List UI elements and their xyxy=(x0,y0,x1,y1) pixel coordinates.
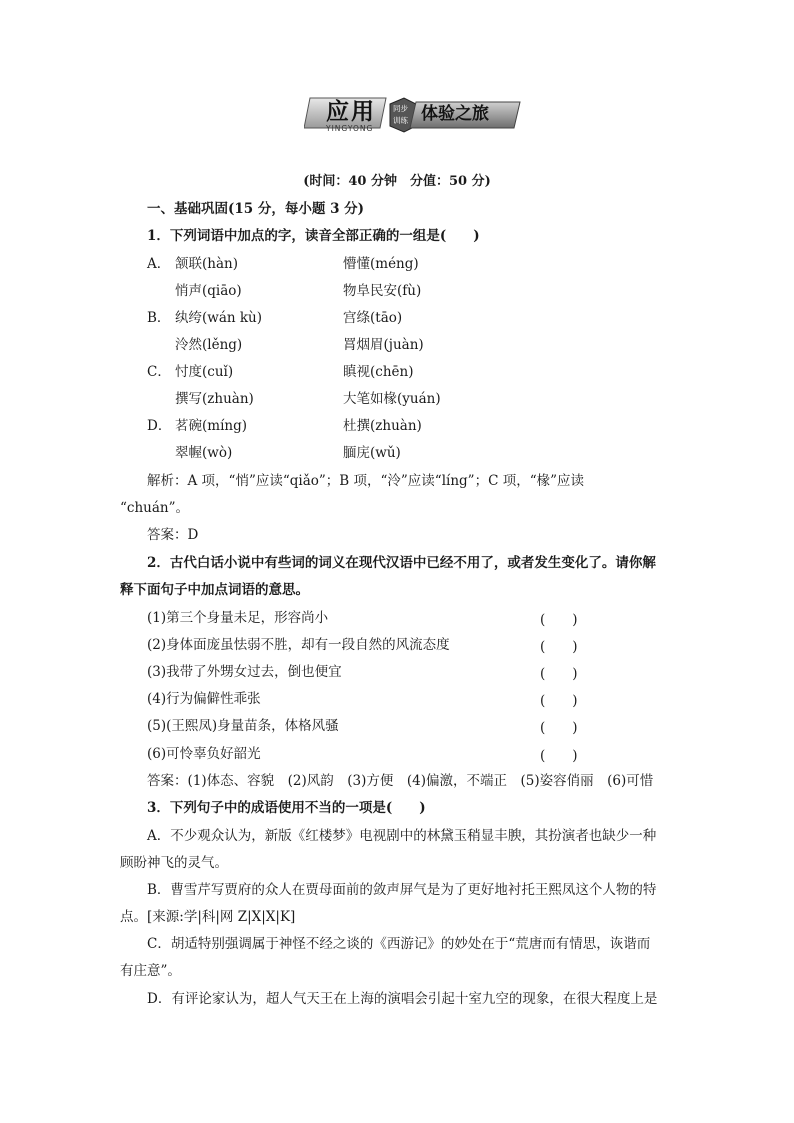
option-c-word-1: 忖度(cuǐ) xyxy=(175,364,234,380)
option-letter-c: C． xyxy=(147,364,171,380)
option-a-word-3: 悄声(qiāo) xyxy=(175,283,242,299)
option-d-word-1: 茗碗(míng) xyxy=(175,418,247,434)
q2-blank-2: ( ) xyxy=(540,639,578,655)
q2-item-6: (6)可怜辜负好韶光 xyxy=(147,746,261,762)
q2-item-1: (1)第三个身量未足，形容尚小 xyxy=(147,610,329,626)
q2-blank-4: ( ) xyxy=(540,693,578,709)
q3-option-b-line-2: 点。[来源:学|科|网 Z|X|X|K] xyxy=(120,909,296,925)
section-title: 一、基础巩固(15 分，每小题 3 分) xyxy=(147,201,365,217)
question-1-stem: 1．下列词语中加点的字，读音全部正确的一组是( ) xyxy=(147,228,480,244)
analysis-line-2: “chuán”。 xyxy=(120,500,189,516)
q3-option-c-line-1: C．胡适特别强调属于神怪不经之谈的《西游记》的妙处在于“荒唐而有情思，诙谐而 xyxy=(147,936,651,952)
question-2-stem-line-2: 释下面句子中加点词语的意思。 xyxy=(120,582,309,598)
q3-option-d-line-1: D．有评论家认为，超人气天王在上海的演唱会引起十室九空的现象，在很大程度上是 xyxy=(147,991,658,1007)
option-letter-b: B． xyxy=(147,310,171,326)
option-c-word-3: 撰写(zhuàn) xyxy=(175,391,254,407)
answer-1: 答案：D xyxy=(147,527,199,543)
q3-option-c-line-2: 有庄意”。 xyxy=(120,963,181,979)
q2-item-3: (3)我带了外甥女过去，倒也便宜 xyxy=(147,664,342,680)
answer-2: 答案：(1)体态、容貌 (2)风韵 (3)方便 (4)偏激，不端正 (5)姿容俏丽 (6)可惜 xyxy=(147,773,654,789)
option-c-word-2: 瞋视(chēn) xyxy=(343,364,414,380)
q3-option-a-line-1: A．不少观众认为，新版《红楼梦》电视剧中的林黛玉稍显丰腴，其扮演者也缺少一种 xyxy=(147,828,657,844)
option-b-word-1: 纨绔(wán kù) xyxy=(175,310,262,326)
banner-side-bottom: 训练 xyxy=(393,116,408,125)
analysis-line-1: 解析：A 项，“悄”应读“qiǎo”；B 项，“泠”应读“líng”；C 项，“椽”应读 xyxy=(147,473,584,489)
q2-blank-1: ( ) xyxy=(540,612,578,628)
q2-blank-5: ( ) xyxy=(540,720,578,736)
question-3-stem: 3．下列句子中的成语使用不当的一项是( ) xyxy=(147,800,426,816)
time-score-line: (时间：40 分钟 分值：50 分) xyxy=(303,174,491,189)
option-letter-d: D． xyxy=(147,418,172,434)
option-b-word-3: 泠然(lěng) xyxy=(175,337,243,353)
option-d-word-3: 翠幄(wò) xyxy=(175,445,233,461)
option-d-word-4: 腼庑(wǔ) xyxy=(343,445,401,461)
option-c-word-4: 大笔如椽(yuán) xyxy=(343,391,441,407)
option-letter-a: A． xyxy=(147,256,171,272)
option-b-word-4: 罥烟眉(juàn) xyxy=(343,337,424,353)
banner-pinyin: YINGYONG xyxy=(326,124,374,133)
option-a-word-1: 颔联(hàn) xyxy=(175,256,238,272)
q2-item-4: (4)行为偏僻性乖张 xyxy=(147,691,261,707)
question-2-stem-line-1: 2．古代白话小说中有些词的词义在现代汉语中已经不用了，或者发生变化了。请你解 xyxy=(147,555,656,571)
q3-option-a-line-2: 顾盼神飞的灵气。 xyxy=(120,855,228,871)
option-a-word-4: 物阜民安(fù) xyxy=(343,283,422,299)
banner-subtitle: 体验之旅 xyxy=(421,104,489,124)
banner-main-title: 应用 xyxy=(326,98,376,125)
q2-blank-6: ( ) xyxy=(540,748,578,764)
q3-option-b-line-1: B．曹雪芹写贾府的众人在贾母面前的敛声屏气是为了更好地衬托王熙凤这个人物的特 xyxy=(147,882,657,898)
option-b-word-2: 宫绦(tāo) xyxy=(343,310,403,326)
banner-side-top: 同步 xyxy=(393,104,408,113)
option-a-word-2: 懵懂(méng) xyxy=(343,256,419,272)
option-d-word-2: 杜撰(zhuàn) xyxy=(343,418,422,434)
q2-item-2: (2)身体面庞虽怯弱不胜，却有一段自然的风流态度 xyxy=(147,637,450,653)
q2-blank-3: ( ) xyxy=(540,666,578,682)
q2-item-5: (5)(王熙凤)身量苗条，体格风骚 xyxy=(147,718,339,734)
